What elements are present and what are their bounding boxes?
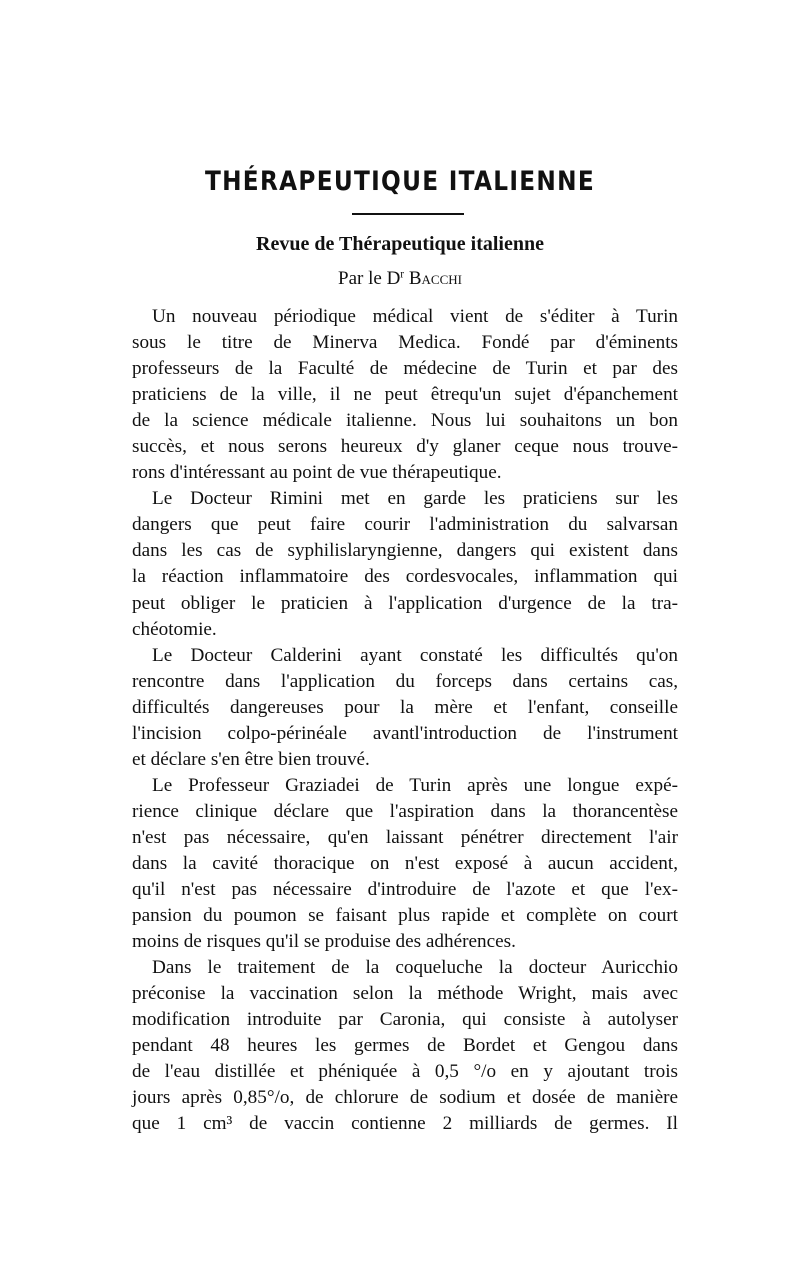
text-line: peut obliger le praticien à l'application d'urgence de la tra-	[132, 592, 678, 614]
title-divider	[352, 213, 464, 215]
text-line: dans les cas de syphilislaryngienne, dangers qui existent dans	[132, 540, 678, 562]
text-line: la réaction inflammatoire des cordesvocales, inflammation qui	[132, 566, 678, 588]
text-line: rience clinique déclare que l'aspiration dans la thorancentèse	[132, 800, 678, 822]
article-byline	[0, 268, 800, 290]
text-line: que 1 cm³ de vaccin contienne 2 milliards de germes. Il	[132, 1113, 678, 1135]
text-line: difficultés dangereuses pour la mère et l'enfant, conseille	[132, 696, 678, 718]
text-line: chéotomie.	[132, 618, 217, 640]
text-line: de la science médicale italienne. Nous lui souhaitons un bon	[132, 410, 678, 432]
text-line: pendant 48 heures les germes de Bordet et Gengou dans	[132, 1035, 678, 1057]
text-line: Dans le traitement de la coqueluche la docteur Auricchio	[152, 957, 678, 979]
text-line: dangers que peut faire courir l'administration du salvarsan	[132, 514, 678, 536]
text-line: Le Professeur Graziadei de Turin après une longue expé-	[152, 774, 678, 796]
text-line: Un nouveau périodique médical vient de s'éditer à Turin	[152, 306, 678, 327]
text-line: Le Docteur Calderini ayant constaté les difficultés qu'on	[152, 644, 678, 666]
text-line: modification introduite par Caronia, qui consiste à autolyser	[132, 1009, 678, 1031]
text-line: Le Docteur Rimini met en garde les praticiens sur les	[152, 488, 678, 510]
text-line: n'est pas nécessaire, qu'en laissant pénétrer directement l'air	[132, 826, 678, 848]
text-line: sous le titre de Minerva Medica. Fondé par d'éminents	[132, 332, 678, 354]
text-line: l'incision colpo-périnéale avantl'introduction de l'instrument	[132, 722, 678, 744]
text-line: pansion du poumon se faisant plus rapide et complète on court	[132, 905, 678, 927]
text-line: professeurs de la Faculté de médecine de Turin et par des	[132, 358, 678, 380]
text-line: moins de risques qu'il se produise des adhérences.	[132, 931, 516, 953]
text-line: préconise la vaccination selon la méthode Wright, mais avec	[132, 983, 678, 1005]
text-line: qu'il n'est pas nécessaire d'introduire de l'azote et que l'ex-	[132, 879, 678, 901]
text-line: praticiens de la ville, il ne peut êtrequ'un sujet d'épanchement	[132, 384, 678, 406]
text-line: succès, et nous serons heureux d'y glaner ceque nous trouve-	[132, 436, 678, 458]
text-line: rons d'intéressant au point de vue thérapeutique.	[132, 462, 502, 484]
chapter-title: THÉRAPEUTIQUE ITALIENNE	[204, 166, 596, 197]
text-line: rencontre dans l'application du forceps dans certains cas,	[132, 670, 678, 692]
byline-prefix: Par le D	[338, 268, 401, 289]
text-line: de l'eau distillée et phéniquée à 0,5 °/o en y ajoutant trois	[132, 1061, 678, 1083]
byline-sup: r	[400, 268, 405, 281]
text-line: et déclare s'en être bien trouvé.	[132, 748, 370, 770]
text-line: dans la cavité thoracique on n'est exposé à aucun accident,	[132, 852, 678, 874]
text-line: jours après 0,85°/o, de chlorure de sodium et dosée de manière	[132, 1087, 678, 1109]
article-body	[132, 304, 678, 1138]
author-name: Bacchi	[408, 268, 462, 289]
article-subtitle: Revue de Thérapeutique italienne	[256, 233, 544, 255]
